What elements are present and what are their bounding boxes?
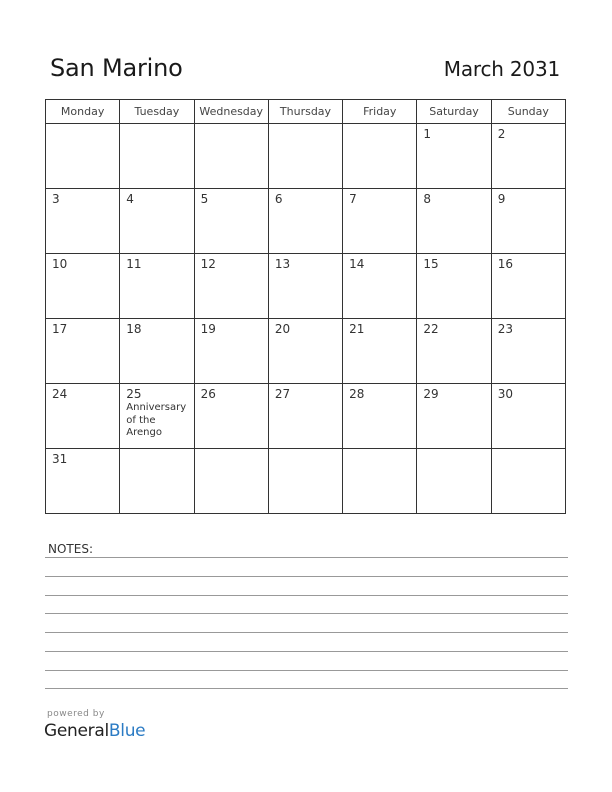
day-number: 2 (497, 127, 506, 141)
weekday-header: Thursday (268, 100, 342, 124)
day-cell (120, 254, 194, 319)
day-cell (268, 319, 342, 384)
day-cell (343, 189, 417, 254)
notes-line (45, 688, 568, 689)
day-cell (491, 189, 565, 254)
notes-line (45, 595, 568, 596)
day-cell (120, 124, 194, 189)
weekday-header: Tuesday (120, 100, 194, 124)
day-number: 24 (52, 387, 68, 401)
day-cell (120, 384, 194, 449)
weekday-header: Sunday (491, 100, 565, 124)
day-number: 14 (349, 257, 365, 271)
day-number: 10 (52, 257, 68, 271)
day-cell (46, 449, 120, 514)
day-cell (194, 189, 268, 254)
day-number: 13 (274, 257, 291, 271)
day-cell (46, 384, 120, 449)
day-number: 18 (126, 322, 142, 336)
day-number: 28 (349, 387, 365, 401)
day-cell (417, 124, 491, 189)
day-cell (491, 124, 565, 189)
day-cell (491, 449, 565, 514)
day-cell (417, 384, 491, 449)
day-cell (194, 124, 268, 189)
notes-line (45, 613, 568, 614)
holiday-label: Anniversary of the Arengo (126, 402, 187, 438)
day-number: 27 (274, 387, 291, 401)
day-number: 22 (423, 322, 439, 336)
day-cell (268, 254, 342, 319)
day-cell (46, 124, 120, 189)
day-number: 19 (200, 322, 216, 336)
week-row (46, 449, 566, 514)
day-number: 3 (52, 192, 60, 206)
day-number: 4 (126, 192, 134, 206)
day-number: 12 (200, 257, 216, 271)
notes-line (45, 576, 568, 577)
day-number: 15 (423, 257, 439, 271)
day-number: 31 (52, 452, 68, 466)
day-cell (46, 319, 120, 384)
day-cell (194, 384, 268, 449)
day-number: 7 (349, 192, 357, 206)
week-row (46, 254, 566, 319)
week-row (46, 319, 566, 384)
day-number: 26 (200, 387, 216, 401)
day-number: 23 (497, 322, 513, 336)
day-cell (46, 254, 120, 319)
day-number: 21 (349, 322, 365, 336)
day-number: 30 (497, 387, 513, 401)
day-number: 25 (126, 387, 142, 401)
day-cell (417, 319, 491, 384)
day-cell (268, 124, 342, 189)
day-cell (491, 254, 565, 319)
day-cell (120, 189, 194, 254)
day-cell (268, 449, 342, 514)
day-cell (343, 254, 417, 319)
calendar-month-title: March 2031 (443, 57, 560, 81)
day-cell (343, 319, 417, 384)
generalblue-logo[interactable] (44, 721, 145, 741)
day-cell (491, 319, 565, 384)
weekday-header-row (46, 100, 566, 124)
notes-label: NOTES: (48, 542, 93, 556)
week-row (46, 124, 566, 189)
weekday-header: Saturday (417, 100, 491, 124)
day-cell (194, 254, 268, 319)
day-cell (268, 384, 342, 449)
weekday-header: Monday (46, 100, 120, 124)
brand-part1: General (44, 721, 109, 741)
day-number: 20 (274, 322, 291, 336)
day-cell (194, 449, 268, 514)
day-cell (417, 449, 491, 514)
day-cell (343, 384, 417, 449)
day-number: 17 (52, 322, 68, 336)
day-number: 9 (497, 192, 506, 206)
notes-line (45, 557, 568, 558)
day-cell (417, 189, 491, 254)
day-number: 6 (274, 192, 283, 206)
day-cell (120, 319, 194, 384)
calendar-country-title: San Marino (50, 54, 183, 82)
week-row (46, 384, 566, 449)
day-cell (343, 124, 417, 189)
notes-line (45, 651, 568, 652)
day-number: 11 (126, 257, 142, 271)
day-cell (120, 449, 194, 514)
weekday-header: Friday (343, 100, 417, 124)
day-cell (343, 449, 417, 514)
day-number: 5 (200, 192, 209, 206)
day-number: 16 (497, 257, 513, 271)
day-number: 29 (423, 387, 439, 401)
weekday-header: Wednesday (194, 100, 268, 124)
brand-part2: Blue (108, 721, 146, 741)
day-cell (417, 254, 491, 319)
day-number: 8 (423, 192, 432, 206)
powered-by-text: powered by (47, 709, 105, 719)
notes-line (45, 632, 568, 633)
notes-line (45, 670, 568, 671)
day-number: 1 (423, 127, 432, 141)
week-row (46, 189, 566, 254)
calendar-grid (45, 99, 566, 514)
day-cell (194, 319, 268, 384)
day-cell (268, 189, 342, 254)
day-cell (491, 384, 565, 449)
day-cell (46, 189, 120, 254)
